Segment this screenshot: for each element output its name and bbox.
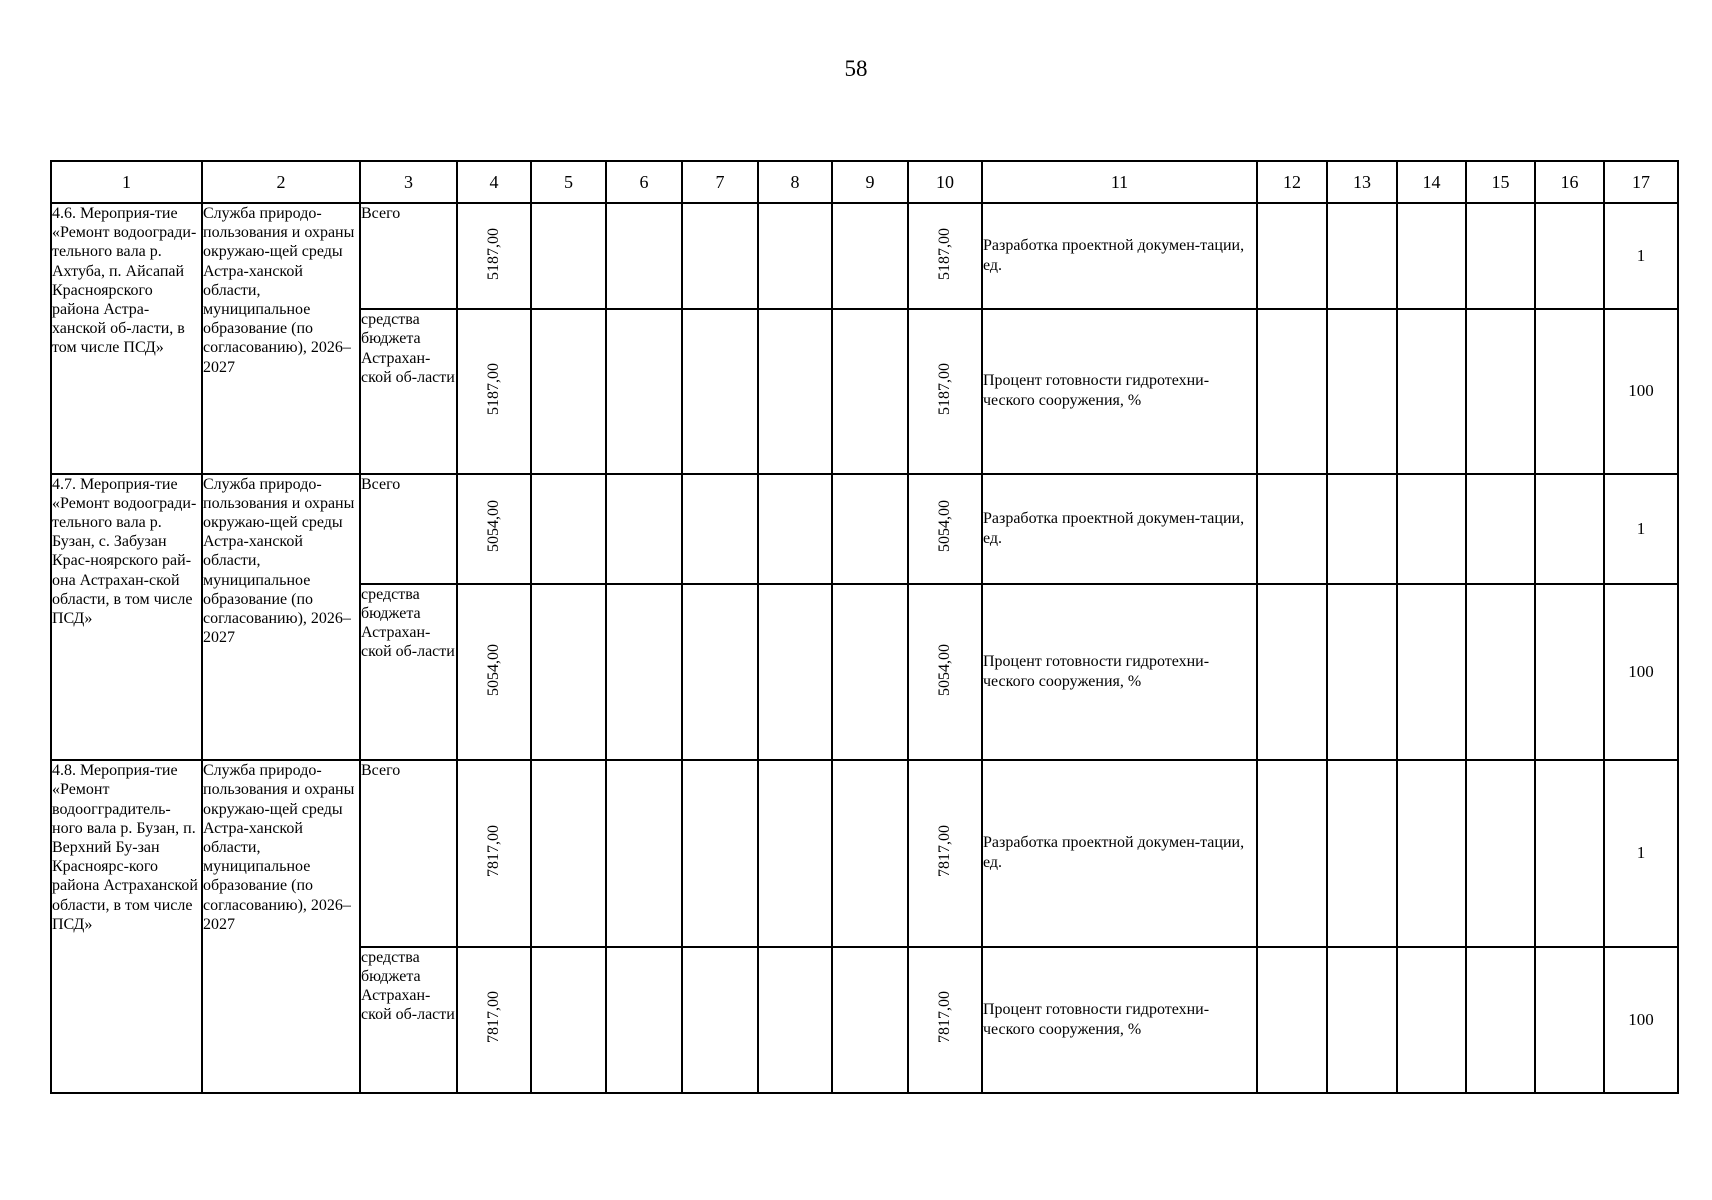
empty-cell [1466,474,1535,584]
amount-year-cell: 5187,00 [908,203,982,309]
funding-source-cell: средства бюджета Астрахан-ской об-ласти [360,584,457,760]
empty-cell [1397,203,1466,309]
empty-cell [1397,584,1466,760]
empty-cell [682,474,758,584]
empty-cell [1466,309,1535,473]
empty-cell [1466,584,1535,760]
empty-cell [682,947,758,1093]
indicator-cell: Процент готовности гидротехни-ческого сооружения, % [982,584,1257,760]
empty-cell [606,203,682,309]
empty-cell [1327,309,1397,473]
empty-cell [1257,203,1327,309]
funding-source-cell: средства бюджета Астрахан-ской об-ласти [360,309,457,473]
empty-cell [1397,309,1466,473]
header-cell: 15 [1466,161,1535,203]
responsible-cell: Служба природо-пользования и охраны окружаю-щей среды Астра-ханской области, муниципальное образование (по согласованию), 2026–2027 [202,760,360,1093]
empty-cell [531,947,606,1093]
amount-total-cell: 7817,00 [457,947,531,1093]
funding-source-cell: Всего [360,760,457,946]
empty-cell [758,203,832,309]
empty-cell [758,584,832,760]
header-cell: 3 [360,161,457,203]
indicator-cell: Разработка проектной докумен-тации, ед. [982,203,1257,309]
table-row [51,474,1678,584]
amount-year-cell: 5054,00 [908,474,982,584]
header-cell: 16 [1535,161,1604,203]
empty-cell [1257,760,1327,946]
empty-cell [758,474,832,584]
responsible-cell: Служба природо-пользования и охраны окружаю-щей среды Астра-ханской области, муниципальное образование (по согласованию), 2026–2027 [202,474,360,761]
empty-cell [832,584,908,760]
empty-cell [606,947,682,1093]
header-row [51,161,1678,203]
funding-source-cell: Всего [360,474,457,584]
indicator-value-cell: 100 [1604,947,1678,1093]
empty-cell [1466,947,1535,1093]
empty-cell [1535,584,1604,760]
header-cell: 8 [758,161,832,203]
empty-cell [758,309,832,473]
amount-year-cell: 5054,00 [908,584,982,760]
empty-cell [531,584,606,760]
header-cell: 14 [1397,161,1466,203]
empty-cell [606,309,682,473]
empty-cell [1257,474,1327,584]
empty-cell [1397,760,1466,946]
empty-cell [758,760,832,946]
header-cell: 9 [832,161,908,203]
empty-cell [531,760,606,946]
header-cell: 7 [682,161,758,203]
empty-cell [1327,474,1397,584]
amount-total-cell: 5187,00 [457,309,531,473]
empty-cell [531,474,606,584]
funding-source-cell: Всего [360,203,457,309]
header-cell: 13 [1327,161,1397,203]
table-row [51,760,1678,946]
header-cell: 2 [202,161,360,203]
header-cell: 5 [531,161,606,203]
amount-total-cell: 5054,00 [457,584,531,760]
empty-cell [606,474,682,584]
empty-cell [606,584,682,760]
amount-total-cell: 7817,00 [457,760,531,946]
measures-table [50,160,1679,1094]
empty-cell [1397,474,1466,584]
empty-cell [1466,760,1535,946]
empty-cell [832,947,908,1093]
responsible-cell: Служба природо-пользования и охраны окружаю-щей среды Астра-ханской области, муниципальное образование (по согласованию), 2026–2027 [202,203,360,474]
indicator-value-cell: 1 [1604,203,1678,309]
empty-cell [1397,947,1466,1093]
header-cell: 6 [606,161,682,203]
empty-cell [1327,760,1397,946]
header-cell: 12 [1257,161,1327,203]
empty-cell [1466,203,1535,309]
empty-cell [606,760,682,946]
empty-cell [1327,947,1397,1093]
indicator-value-cell: 100 [1604,584,1678,760]
amount-total-cell: 5054,00 [457,474,531,584]
indicator-cell: Разработка проектной докумен-тации, ед. [982,760,1257,946]
indicator-cell: Процент готовности гидротехни-ческого сооружения, % [982,947,1257,1093]
measure-name-cell: 4.8. Мероприя-тие «Ремонт водоогградитель-ного вала р. Бузан, п. Верхний Бу-зан Красноярс-кого района Астраханской области, в том числе ПСД» [51,760,202,1093]
indicator-value-cell: 1 [1604,760,1678,946]
empty-cell [682,309,758,473]
empty-cell [832,309,908,473]
empty-cell [1257,584,1327,760]
amount-year-cell: 7817,00 [908,760,982,946]
amount-total-cell: 5187,00 [457,203,531,309]
indicator-cell: Разработка проектной докумен-тации, ед. [982,474,1257,584]
empty-cell [832,760,908,946]
indicator-cell: Процент готовности гидротехни-ческого сооружения, % [982,309,1257,473]
empty-cell [1535,203,1604,309]
empty-cell [1535,760,1604,946]
header-cell: 17 [1604,161,1678,203]
empty-cell [1257,947,1327,1093]
empty-cell [1327,584,1397,760]
empty-cell [1535,474,1604,584]
page-number: 58 [844,56,868,81]
measure-name-cell: 4.6. Мероприя-тие «Ремонт водоогради-тельного вала р. Ахтуба, п. Айсапай Красноярского района Астра-ханской об-ласти, в том числе ПСД» [51,203,202,474]
indicator-value-cell: 1 [1604,474,1678,584]
empty-cell [682,760,758,946]
amount-year-cell: 7817,00 [908,947,982,1093]
empty-cell [832,203,908,309]
header-cell: 1 [51,161,202,203]
header-cell: 10 [908,161,982,203]
header-cell: 11 [982,161,1257,203]
empty-cell [531,309,606,473]
amount-year-cell: 5187,00 [908,309,982,473]
empty-cell [758,947,832,1093]
funding-source-cell: средства бюджета Астрахан-ской об-ласти [360,947,457,1093]
empty-cell [682,203,758,309]
header-cell: 4 [457,161,531,203]
empty-cell [1535,947,1604,1093]
indicator-value-cell: 100 [1604,309,1678,473]
empty-cell [682,584,758,760]
empty-cell [832,474,908,584]
empty-cell [531,203,606,309]
empty-cell [1535,309,1604,473]
measure-name-cell: 4.7. Мероприя-тие «Ремонт водоогради-тельного вала р. Бузан, с. Забузан Крас-ноярского рай-она Астрахан-ской области, в том числе ПСД» [51,474,202,761]
table-row [51,203,1678,309]
empty-cell [1327,203,1397,309]
empty-cell [1257,309,1327,473]
